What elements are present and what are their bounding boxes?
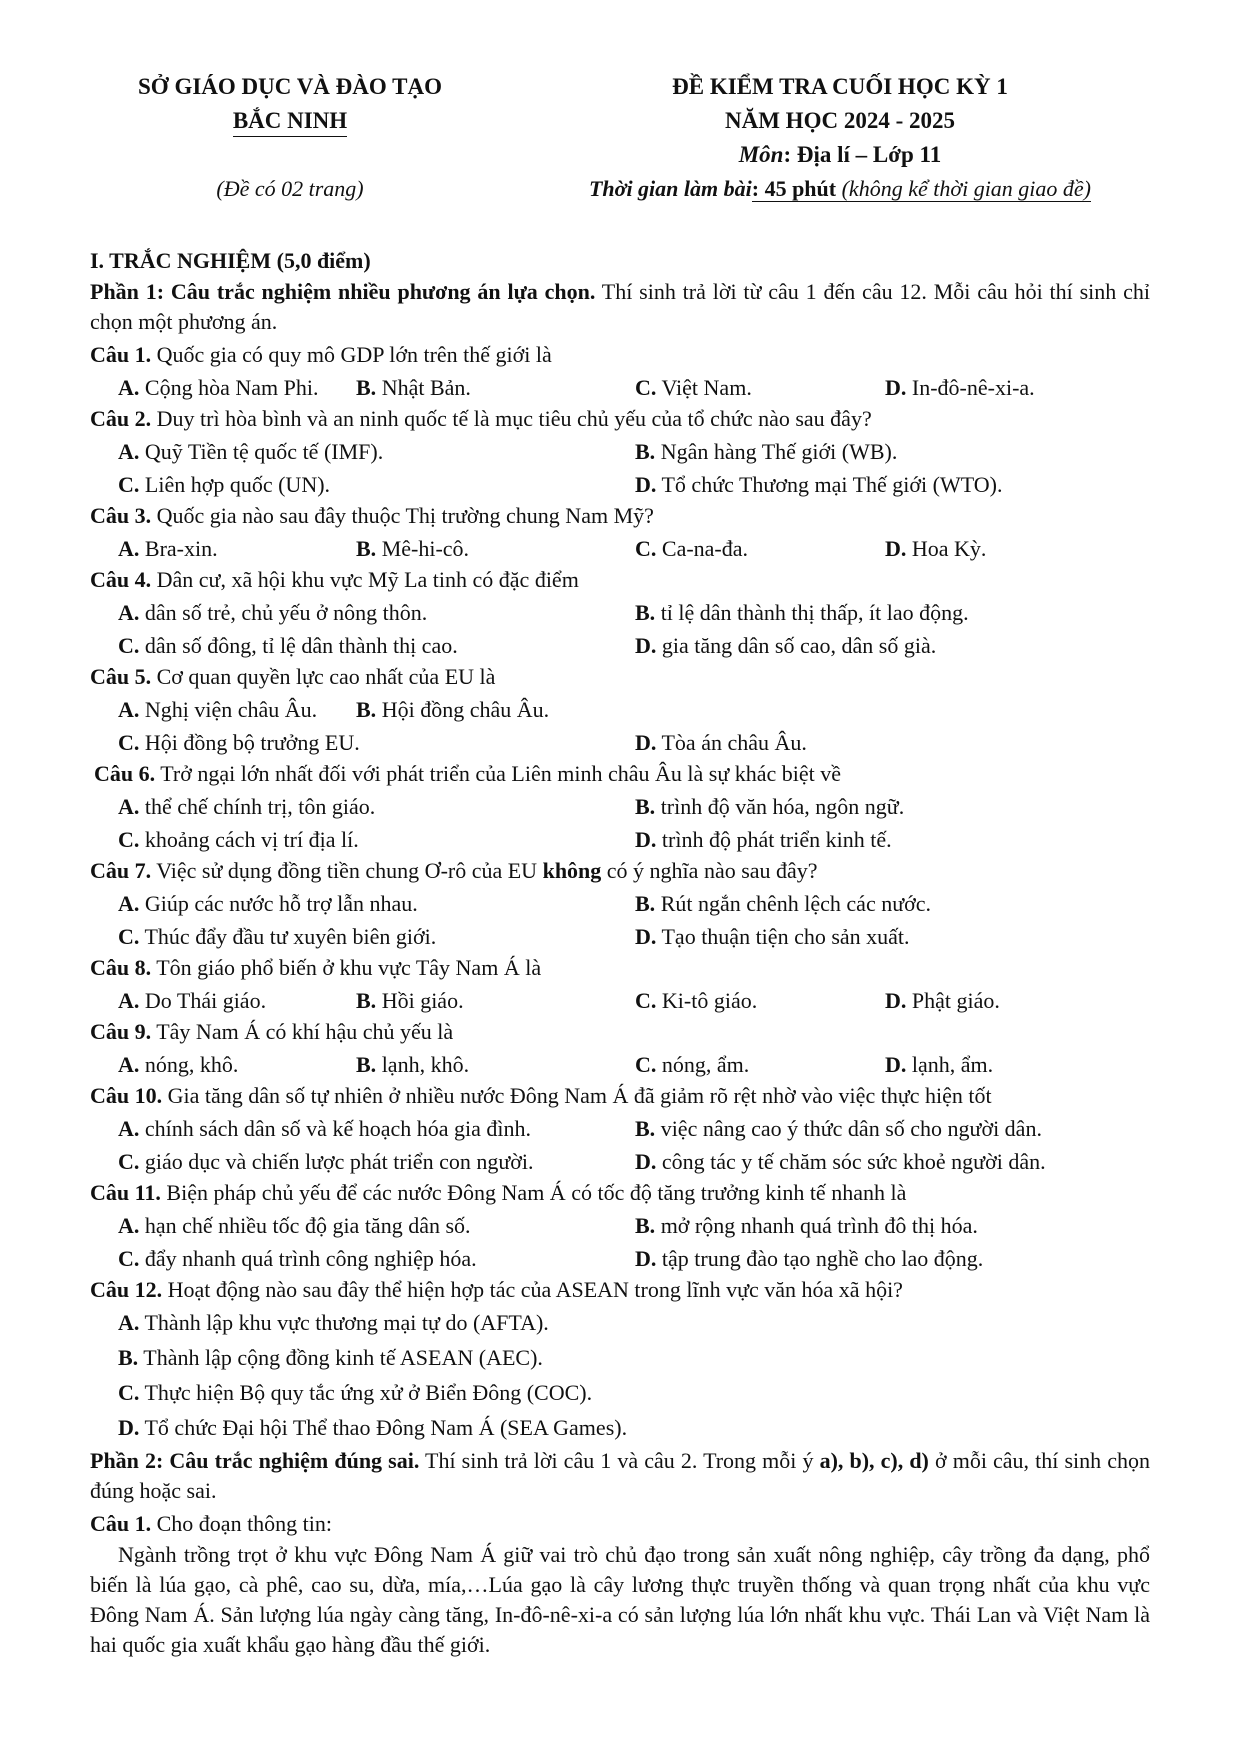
question-label: Câu 6. (94, 761, 156, 786)
time-line (520, 176, 1160, 202)
section-title: I. TRẮC NGHIỆM (5,0 điểm) (90, 248, 371, 273)
part2-question-1 (90, 1509, 1150, 1540)
question-4-options-row-1 (90, 596, 1150, 629)
question-text: Gia tăng dân số tự nhiên ở nhiều nước Đông Nam Á đã giảm rõ rệt nhờ vào việc thực hiện tốt (162, 1083, 992, 1108)
school-year: NĂM HỌC 2024 - 2025 (725, 108, 955, 133)
subject-value: : Địa lí – Lớp 11 (783, 142, 942, 167)
question-label: Câu 9. (90, 1019, 152, 1044)
question-label: Câu 5. (90, 664, 152, 689)
part2-emphasis: a), b), c), d) (819, 1448, 929, 1473)
question-label: Câu 12. (90, 1277, 163, 1302)
question-emphasis: không (542, 858, 602, 883)
option-d: D. Tổ chức Thương mại Thế giới (WTO). (635, 472, 1003, 497)
part1-label: Phần 1: Câu trắc nghiệm nhiều phương án lựa chọn. (90, 279, 596, 304)
option-a: A. dân số trẻ, chủ yếu ở nông thôn. (118, 600, 428, 625)
question-10 (90, 1081, 1150, 1112)
question-3 (90, 501, 1150, 532)
pages-note: (Đề có 02 trang) (216, 176, 364, 201)
option-c: C. Việt Nam. (635, 375, 752, 400)
question-label: Câu 2. (90, 406, 152, 431)
option-a: A. Quỹ Tiền tệ quốc tế (IMF). (118, 439, 384, 464)
question-3-options (90, 532, 1150, 565)
question-9-options (90, 1048, 1150, 1081)
issuer-block (90, 70, 490, 138)
option-b: B. tỉ lệ dân thành thị thấp, ít lao động. (635, 600, 969, 625)
question-11-options-row-1 (90, 1209, 1150, 1242)
question-text: Cho đoạn thông tin: (151, 1511, 333, 1536)
part2-instructions (90, 1446, 1150, 1506)
option-b: B. Mê-hi-cô. (356, 536, 470, 561)
option-c: C. Hội đồng bộ trưởng EU. (118, 730, 360, 755)
option-d: D. Hoa Kỳ. (885, 536, 987, 561)
question-10-options-row-2 (90, 1145, 1150, 1178)
option-d: D. lạnh, ẩm. (885, 1052, 994, 1077)
question-9 (90, 1017, 1150, 1048)
option-c: C. Ca-na-đa. (635, 536, 749, 561)
question-1-options (90, 371, 1150, 404)
question-4 (90, 565, 1150, 596)
option-d: D. công tác y tế chăm sóc sức khoẻ người dân. (635, 1149, 1046, 1174)
issuer-line-2: BẮC NINH (233, 106, 347, 137)
issuer-line-1: SỞ GIÁO DỤC VÀ ĐÀO TẠO (138, 74, 442, 99)
option-a: A. Thành lập khu vực thương mại tự do (AFTA). (118, 1310, 549, 1335)
question-2-options-row-1 (90, 435, 1150, 468)
option-b: B. mở rộng nhanh quá trình đô thị hóa. (635, 1213, 978, 1238)
question-8 (90, 953, 1150, 984)
option-a: A. thể chế chính trị, tôn giáo. (118, 794, 376, 819)
question-5 (90, 662, 1150, 693)
question-6-options-row-2 (90, 823, 1150, 856)
question-text: Quốc gia có quy mô GDP lớn trên thế giới là (151, 342, 552, 367)
part2-label: Phần 2: Câu trắc nghiệm đúng sai. (90, 1448, 420, 1473)
question-1 (90, 340, 1150, 371)
option-d: D. Phật giáo. (885, 988, 1000, 1013)
question-label: Câu 8. (90, 955, 152, 980)
question-10-options-row-1 (90, 1112, 1150, 1145)
option-a: A. Do Thái giáo. (118, 988, 267, 1013)
question-label: Câu 4. (90, 567, 152, 592)
option-c: C. Thực hiện Bộ quy tắc ứng xử ở Biển Đông (COC). (118, 1380, 593, 1405)
option-a: A. Nghị viện châu Âu. (118, 697, 318, 722)
option-d: D. Tổ chức Đại hội Thể thao Đông Nam Á (SEA Games). (118, 1415, 628, 1440)
option-a: A. chính sách dân số và kế hoạch hóa gia đình. (118, 1116, 531, 1141)
question-11 (90, 1178, 1150, 1209)
part1-text: Thí sinh trả lời từ câu 1 đến câu 12. Mỗi câu hỏi thí sinh chỉ chọn một phương án. (90, 279, 1150, 334)
subject-line (520, 138, 1160, 172)
question-text-end: có ý nghĩa nào sau đây? (601, 858, 818, 883)
question-2-options-row-2 (90, 468, 1150, 501)
question-label: Câu 1. (90, 342, 152, 367)
part2-text-end: ở mỗi câu, thí sinh chọn đúng hoặc sai. (90, 1448, 1150, 1503)
option-a: A. hạn chế nhiều tốc độ gia tăng dân số. (118, 1213, 471, 1238)
option-c: C. nóng, ẩm. (635, 1052, 750, 1077)
part2-text: Thí sinh trả lời câu 1 và câu 2. Trong mỗi ý (419, 1448, 820, 1473)
option-c: C. khoảng cách vị trí địa lí. (118, 827, 359, 852)
question-text: Biện pháp chủ yếu để các nước Đông Nam Á có tốc độ tăng trưởng kinh tế nhanh là (160, 1180, 907, 1205)
question-11-options-row-2 (90, 1242, 1150, 1275)
option-b: B. Thành lập cộng đồng kinh tế ASEAN (AEC). (118, 1345, 543, 1370)
question-6 (90, 759, 1150, 790)
option-d: D. trình độ phát triển kinh tế. (635, 827, 892, 852)
question-5-options-row-1 (90, 693, 1150, 726)
exam-title: ĐỀ KIỂM TRA CUỐI HỌC KỲ 1 (672, 74, 1008, 99)
question-text: Việc sử dụng đồng tiền chung Ơ-rô của EU (151, 858, 543, 883)
time-value: : 45 phút (751, 176, 837, 201)
option-c: C. đẩy nhanh quá trình công nghiệp hóa. (118, 1246, 477, 1271)
option-d: D. tập trung đào tạo nghề cho lao động. (635, 1246, 984, 1271)
option-b: B. lạnh, khô. (356, 1052, 470, 1077)
option-a: A. Bra-xin. (118, 536, 218, 561)
option-d: D. Tạo thuận tiện cho sản xuất. (635, 924, 910, 949)
question-text: Quốc gia nào sau đây thuộc Thị trường chung Nam Mỹ? (151, 503, 654, 528)
option-b: B. Rút ngắn chênh lệch các nước. (635, 891, 932, 916)
option-c: C. giáo dục và chiến lược phát triển con người. (118, 1149, 534, 1174)
question-text: Duy trì hòa bình và an ninh quốc tế là mục tiêu chủ yếu của tổ chức nào sau đây? (151, 406, 872, 431)
option-c: C. Ki-tô giáo. (635, 988, 758, 1013)
part1-instructions (90, 277, 1150, 337)
time-label: Thời gian làm bài (588, 176, 752, 201)
question-6-options-row-1 (90, 790, 1150, 823)
question-8-options (90, 984, 1150, 1017)
question-5-options-row-2 (90, 726, 1150, 759)
question-7-options-row-1 (90, 887, 1150, 920)
question-text: Trở ngại lớn nhất đối với phát triển của Liên minh châu Âu là sự khác biệt về (155, 761, 842, 786)
question-label: Câu 10. (90, 1083, 163, 1108)
option-b: B. Hồi giáo. (356, 988, 464, 1013)
time-note: (không kể thời gian giao đề) (836, 176, 1092, 201)
option-c: C. Thúc đẩy đầu tư xuyên biên giới. (118, 924, 437, 949)
option-d: D. gia tăng dân số cao, dân số già. (635, 633, 937, 658)
question-7-options-row-2 (90, 920, 1150, 953)
option-b: B. việc nâng cao ý thức dân số cho người dân. (635, 1116, 1042, 1141)
question-text: Dân cư, xã hội khu vực Mỹ La tinh có đặc điểm (151, 567, 579, 592)
question-2 (90, 404, 1150, 435)
reading-passage: Ngành trồng trọt ở khu vực Đông Nam Á giữ vai trò chủ đạo trong sản xuất nông nghiệp, cây trồng đa dạng, phổ biến là lúa gạo, cà phê, cao su, dừa, mía,…Lúa gạo là cây lương thực truyền thống và quan trọng nhất của khu vực Đông Nam Á. Sản lượng lúa ngày càng tăng, In-đô-nê-xi-a có sản lượng lúa lớn nhất khu vực. Thái Lan và Việt Nam là hai quốc gia xuất khẩu gạo hàng đầu thế giới. (90, 1542, 1150, 1657)
question-7 (90, 856, 1150, 887)
option-d: D. Tòa án châu Âu. (635, 730, 807, 755)
question-text: Tây Nam Á có khí hậu chủ yếu là (151, 1019, 454, 1044)
question-12 (90, 1275, 1150, 1306)
exam-title-block (520, 70, 1160, 172)
option-d: D. In-đô-nê-xi-a. (885, 375, 1035, 400)
option-b: B. Hội đồng châu Âu. (356, 697, 550, 722)
exam-content (90, 246, 1150, 1660)
question-text: Cơ quan quyền lực cao nhất của EU là (151, 664, 496, 689)
option-a: A. Cộng hòa Nam Phi. (118, 375, 319, 400)
option-b: B. Ngân hàng Thế giới (WB). (635, 439, 898, 464)
option-a: A. Giúp các nước hỗ trợ lẫn nhau. (118, 891, 418, 916)
option-b: B. Nhật Bản. (356, 375, 471, 400)
subject-label: Môn (738, 142, 784, 167)
option-c: C. dân số đông, tỉ lệ dân thành thị cao. (118, 633, 458, 658)
question-label: Câu 11. (90, 1180, 161, 1205)
question-text: Hoạt động nào sau đây thể hiện hợp tác của ASEAN trong lĩnh vực văn hóa xã hội? (162, 1277, 903, 1302)
option-a: A. nóng, khô. (118, 1052, 239, 1077)
question-4-options-row-2 (90, 629, 1150, 662)
option-b: B. trình độ văn hóa, ngôn ngữ. (635, 794, 905, 819)
option-c: C. Liên hợp quốc (UN). (118, 472, 331, 497)
question-label: Câu 1. (90, 1511, 152, 1536)
question-label: Câu 3. (90, 503, 152, 528)
question-label: Câu 7. (90, 858, 152, 883)
question-text: Tôn giáo phổ biến ở khu vực Tây Nam Á là (151, 955, 542, 980)
